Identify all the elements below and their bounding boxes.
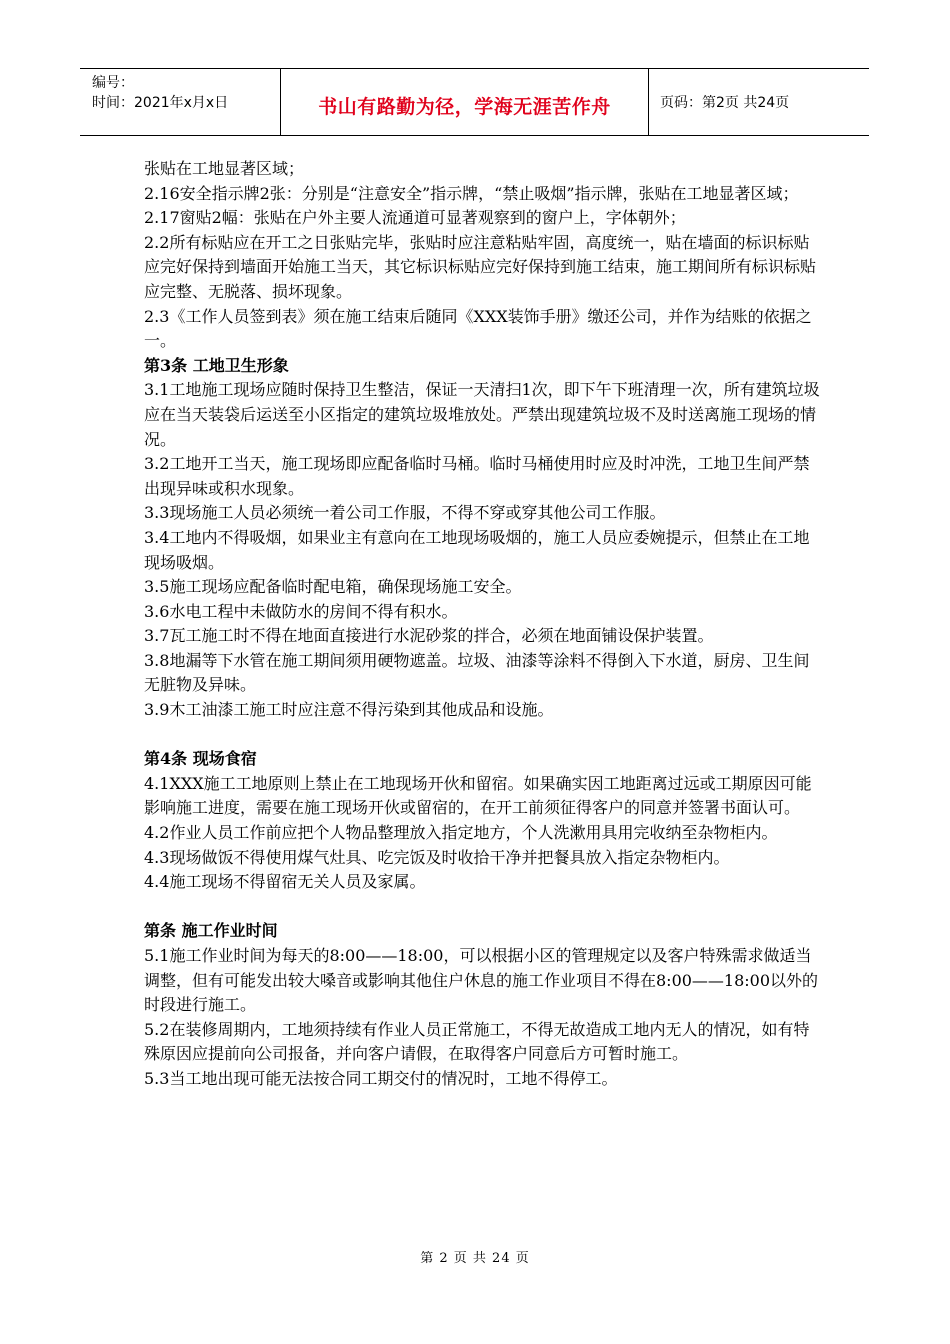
paragraph: 3.3现场施工人员必须统一着公司工作服，不得不穿或穿其他公司工作服。 bbox=[144, 503, 666, 523]
paragraph: 3.4工地内不得吸烟，如果业主有意向在工地现场吸烟的，施工人员应委婉提示，但禁止在工地现场吸烟。 bbox=[144, 527, 810, 572]
paragraph: 张贴在工地显著区域； bbox=[144, 159, 305, 178]
header-motto: 书山有路勤为径，学海无涯苦作舟 bbox=[281, 69, 649, 135]
paragraph: 2.2所有标贴应在开工之日张贴完毕，张贴时应注意粘贴牢固，高度统一，贴在墙面的标识标贴应完好保持到墙面开始施工当天，其它标识标贴应完好保持到施工结束，施工期间所有标识标贴应完整、无脱落、损坏现象。 bbox=[144, 232, 817, 301]
paragraph: 3.6水电工程中未做防水的房间不得有积水。 bbox=[144, 601, 458, 621]
document-number-label: 编号： bbox=[92, 75, 134, 91]
page-header bbox=[80, 68, 869, 136]
page-footer: 第 2 页 共 24 页 bbox=[420, 1251, 530, 1266]
section-heading: 第4条 现场食宿 bbox=[144, 749, 257, 769]
document-body bbox=[144, 157, 824, 1092]
paragraph: 3.1工地施工现场应随时保持卫生整洁，保证一天清扫1次，即下午下班清理一次，所有建筑垃圾应在当天装袋后运送至小区指定的建筑垃圾堆放处。严禁出现建筑垃圾不及时送离施工现场的情况。 bbox=[144, 380, 820, 449]
paragraph: 4.4施工现场不得留宿无关人员及家属。 bbox=[144, 872, 426, 892]
paragraph: 2.3《工作人员签到表》须在施工结束后随同《XXX装饰手册》缴还公司，并作为结账的依据之一。 bbox=[144, 306, 812, 351]
section-heading: 第条 施工作业时间 bbox=[144, 921, 278, 941]
paragraph: 3.8地漏等下水管在施工期间须用硬物遮盖。垃圾、油漆等涂料不得倒入下水道，厨房、卫生间无脏物及异味。 bbox=[144, 650, 810, 695]
paragraph: 3.9木工油漆工施工时应注意不得污染到其他成品和设施。 bbox=[144, 700, 554, 720]
paragraph: 4.2作业人员工作前应把个人物品整理放入指定地方，个人洗漱用具用完收纳至杂物柜内。 bbox=[144, 823, 778, 843]
blank-line bbox=[144, 895, 824, 920]
paragraph: 3.7瓦工施工时不得在地面直接进行水泥砂浆的拌合，必须在地面铺设保护装置。 bbox=[144, 626, 714, 646]
header-page-number: 页码：第2页 共24页 bbox=[660, 95, 790, 111]
paragraph: 2.17窗贴2幅：张贴在户外主要人流通道可显著观察到的窗户上，字体朝外； bbox=[144, 208, 686, 228]
paragraph: 2.16安全指示牌2张：分别是“注意安全”指示牌，“禁止吸烟”指示牌，张贴在工地显著区域； bbox=[144, 183, 799, 203]
paragraph: 4.3现场做饭不得使用煤气灶具、吃完饭及时收拾干净并把餐具放入指定杂物柜内。 bbox=[144, 847, 730, 867]
document-date-label: 时间：2021年x月x日 bbox=[92, 95, 229, 111]
paragraph: 3.5施工现场应配备临时配电箱，确保现场施工安全。 bbox=[144, 577, 522, 597]
paragraph: 5.1施工作业时间为每天的8:00——18:00，可以根据小区的管理规定以及客户特殊需求做适当调整，但有可能发出较大嗓音或影响其他住户休息的施工作业项目不得在8:00——18:00以外的时段进行施工。 bbox=[144, 946, 819, 1015]
header-meta bbox=[80, 69, 281, 135]
paragraph: 5.2在装修周期内，工地须持续有作业人员正常施工，不得无故造成工地内无人的情况，如有特殊原因应提前向公司报备，并向客户请假，在取得客户同意后方可暂时施工。 bbox=[144, 1019, 810, 1064]
paragraph: 3.2工地开工当天，施工现场即应配备临时马桶。临时马桶使用时应及时冲洗，工地卫生间严禁出现异味或积水现象。 bbox=[144, 454, 810, 498]
paragraph: 4.1XXX施工工地原则上禁止在工地现场开伙和留宿。如果确实因工地距离过远或工期原因可能影响施工进度，需要在施工现场开伙或留宿的，在开工前须征得客户的同意并签署书面认可。 bbox=[144, 773, 812, 818]
section-heading: 第3条 工地卫生形象 bbox=[144, 355, 289, 375]
blank-line bbox=[144, 723, 824, 748]
paragraph: 5.3当工地出现可能无法按合同工期交付的情况时，工地不得停工。 bbox=[144, 1068, 618, 1088]
